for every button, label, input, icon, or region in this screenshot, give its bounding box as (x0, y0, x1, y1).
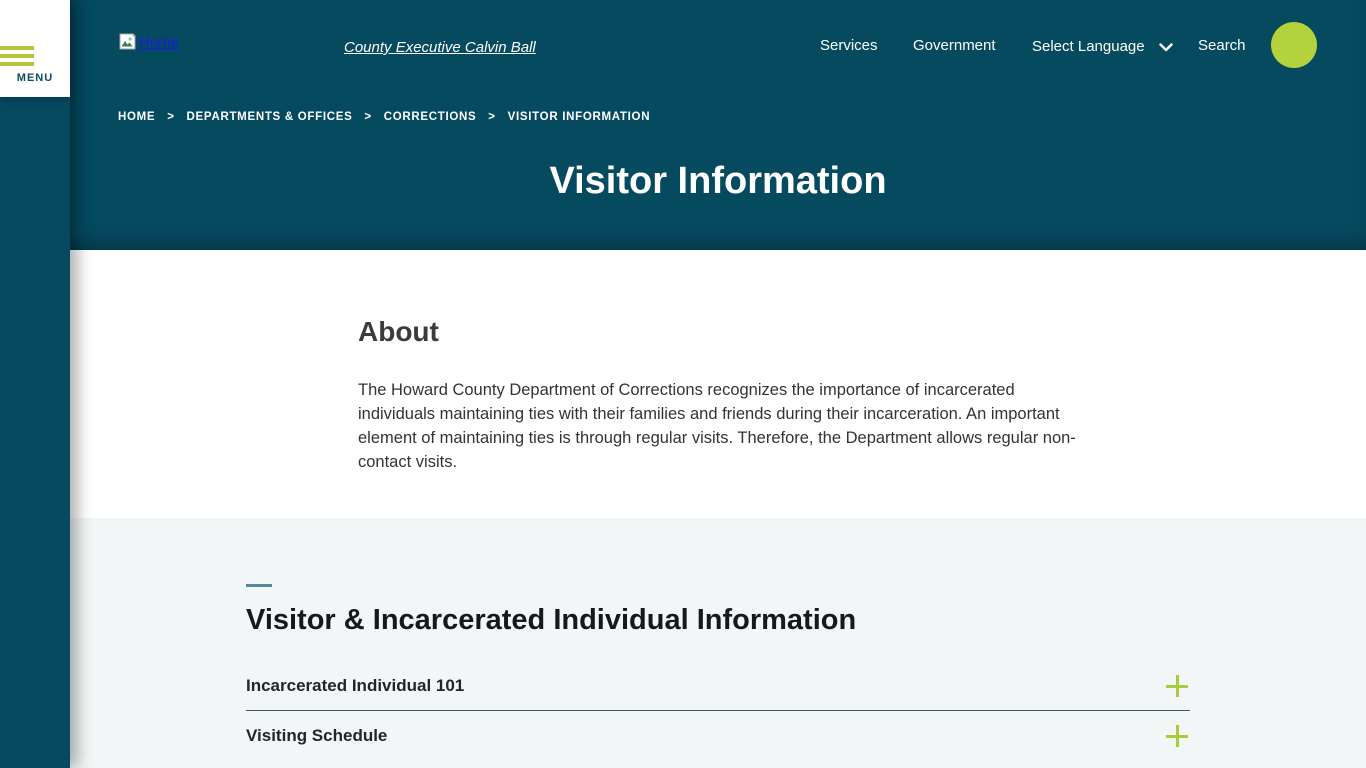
nav-item-search[interactable]: Search (1198, 37, 1246, 54)
circle-widget-button[interactable] (1271, 22, 1317, 68)
accordion-title: Incarcerated Individual 101 (246, 676, 465, 695)
hamburger-icon (0, 46, 70, 66)
county-executive-link[interactable]: County Executive Calvin Ball (344, 39, 536, 56)
menu-button-label: MENU (16, 72, 54, 84)
breadcrumb (118, 111, 650, 123)
accordion-item-incarcerated-individual-101[interactable] (246, 661, 1190, 711)
nav-item-services[interactable]: Services (820, 37, 878, 54)
plus-icon[interactable] (1166, 725, 1188, 747)
section-accent-dash (246, 584, 272, 587)
about-section (70, 250, 1366, 518)
nav-item-government[interactable]: Government (913, 37, 996, 54)
page-title: Visitor Information (549, 160, 887, 202)
breadcrumb-departments-offices[interactable]: DEPARTMENTS & OFFICES (186, 111, 353, 123)
visitor-info-section (70, 518, 1366, 768)
breadcrumb-home[interactable]: HOME (118, 111, 156, 123)
home-link-label: Home (139, 34, 180, 51)
menu-button[interactable] (0, 0, 70, 97)
chevron-down-icon (1159, 39, 1173, 56)
page-header (70, 0, 1366, 250)
accordion-title: Visiting Schedule (246, 726, 388, 745)
language-selector[interactable] (1032, 37, 1173, 56)
plus-icon[interactable] (1166, 675, 1188, 697)
breadcrumb-separator: > (488, 111, 496, 123)
accordion-item-visiting-schedule[interactable] (246, 711, 1190, 760)
breadcrumb-visitor-information[interactable]: VISITOR INFORMATION (507, 111, 651, 123)
visitor-info-heading: Visitor & Incarcerated Individual Information (246, 604, 857, 636)
broken-image-icon (118, 33, 137, 52)
home-link[interactable] (118, 33, 179, 52)
sidebar (0, 0, 70, 768)
breadcrumb-corrections[interactable]: CORRECTIONS (383, 111, 477, 123)
breadcrumb-separator: > (167, 111, 175, 123)
accordion-list (246, 661, 1190, 760)
about-paragraph: The Howard County Department of Corrections recognizes the importance of incarcerated individuals maintaining ties with their families and friends during their incarceration. An important element of maintaining ties is through regular visits. Therefore, the Department allows regular non-contact visits. (358, 381, 1076, 471)
breadcrumb-separator: > (364, 111, 372, 123)
language-selector-label: Select Language (1032, 38, 1145, 55)
page-content (70, 0, 1366, 768)
about-heading: About (358, 316, 439, 347)
